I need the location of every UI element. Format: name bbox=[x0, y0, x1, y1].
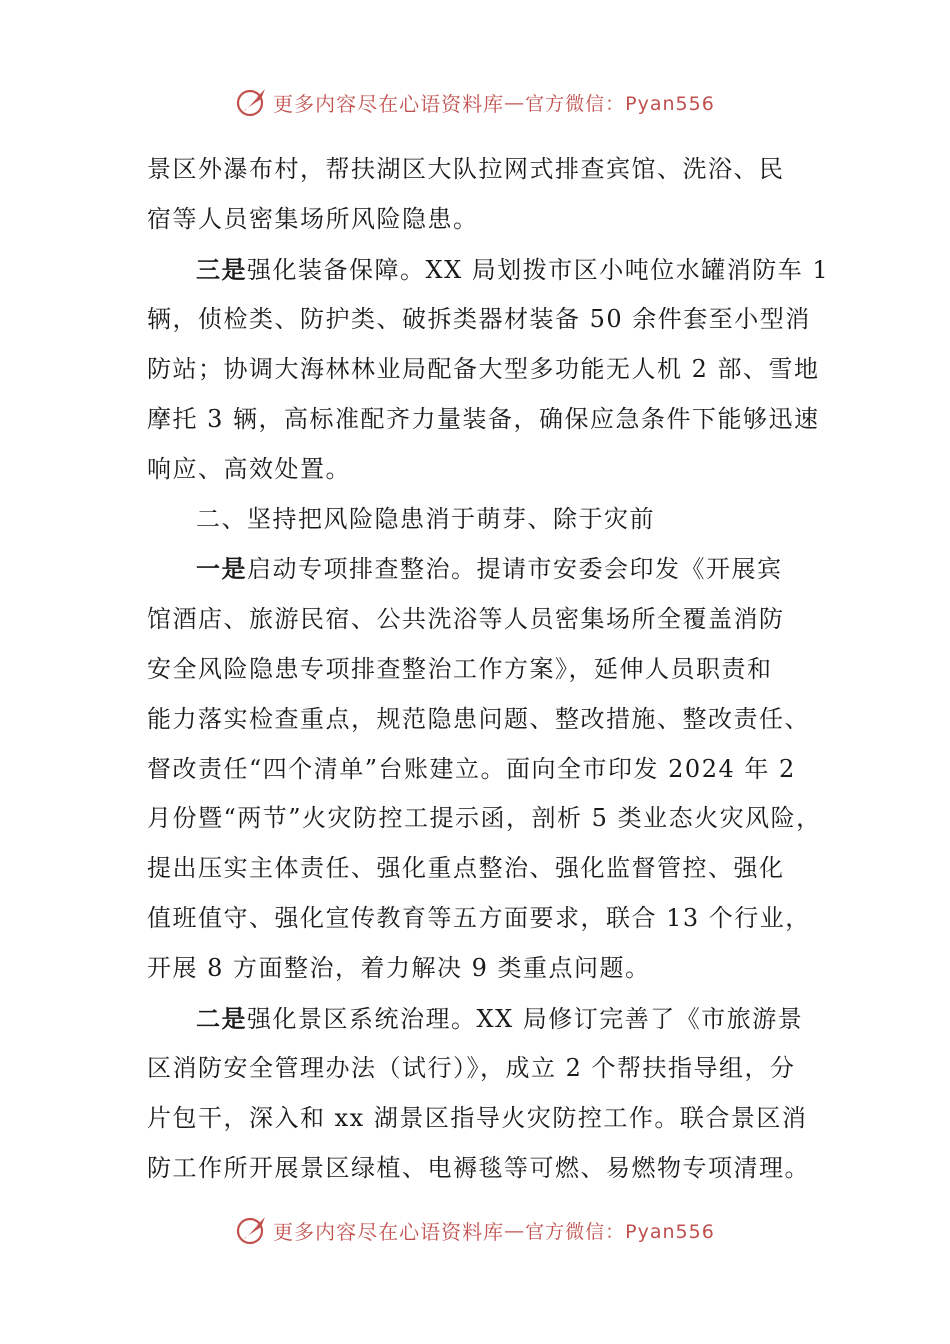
text-line: 响应、高效处置。 bbox=[147, 454, 351, 483]
text-line: 月份暨“两节”火灾防控工提示函，剖析 5 类业态火灾风险， bbox=[147, 804, 822, 833]
section-heading-two: 二、坚持把风险隐患消于萌芽、除于灾前 bbox=[196, 504, 655, 533]
text-line: 安全风险隐患专项排查整治工作方案》，延伸人员职责和 bbox=[147, 654, 773, 683]
text-line: 摩托 3 辆，高标准配齐力量装备，确保应急条件下能够迅速 bbox=[147, 404, 820, 433]
text-line: 景区外瀑布村，帮扶湖区大队拉网式排查宾馆、洗浴、民 bbox=[147, 155, 785, 183]
paragraph-item-three: 三是强化装备保障。XX 局划拨市区小吨位水罐消防车 1 bbox=[196, 254, 830, 284]
banner-site-text: 更多内容尽在心语资料库 bbox=[273, 91, 505, 116]
lead-phrase: 一是 bbox=[196, 554, 247, 584]
text-line: 防工作所开展景区绿植、电褥毯等可燃、易燃物专项清理。 bbox=[147, 1153, 810, 1182]
paragraph-item-one: 一是启动专项排查整治。提请市安委会印发《开展宾 bbox=[196, 554, 783, 584]
quill-pen-logo-icon bbox=[235, 85, 269, 119]
text-line: 区消防安全管理办法（试行）》，成立 2 个帮扶指导组，分 bbox=[147, 1054, 796, 1083]
text-line: 防站；协调大海林林业局配备大型多功能无人机 2 部、雪地 bbox=[147, 355, 820, 384]
text-line: 馆酒店、旅游民宿、公共洗浴等人员密集场所全覆盖消防 bbox=[147, 605, 785, 634]
text-line: 辆，侦检类、防护类、破拆类器材装备 50 余件套至小型消 bbox=[147, 305, 811, 334]
banner-wechat-text: 官方微信：Pyan556 bbox=[525, 1220, 715, 1243]
text-line: 提出压实主体责任、强化重点整治、强化监督管控、强化 bbox=[147, 854, 785, 883]
footer-watermark-banner bbox=[0, 1208, 950, 1252]
text-line: 开展 8 方面整治，着力解决 9 类重点问题。 bbox=[147, 953, 651, 982]
text-line: 能力落实检查重点，规范隐患问题、整改措施、整改责任、 bbox=[147, 704, 810, 733]
text-line: 督改责任“四个清单”台账建立。面向全市印发 2024 年 2 bbox=[147, 754, 796, 783]
banner-dash: — bbox=[504, 1218, 526, 1242]
lead-phrase: 二是 bbox=[196, 1003, 247, 1033]
document-body bbox=[147, 145, 830, 1194]
text-line: 片包干，深入和 xx 湖景区指导火灾防控工作。联合景区消 bbox=[147, 1104, 808, 1133]
lead-phrase: 三是 bbox=[196, 254, 247, 284]
text-line: 宿等人员密集场所风险隐患。 bbox=[147, 204, 479, 233]
banner-site-text: 更多内容尽在心语资料库 bbox=[273, 1219, 505, 1244]
banner-wechat-text: 官方微信：Pyan556 bbox=[525, 92, 715, 115]
header-watermark-banner bbox=[0, 80, 950, 124]
quill-pen-logo-icon bbox=[235, 1213, 269, 1247]
paragraph-item-two: 二是强化景区系统治理。XX 局修订完善了《市旅游景 bbox=[196, 1003, 804, 1033]
banner-dash: — bbox=[504, 90, 526, 114]
text-line: 值班值守、强化宣传教育等五方面要求，联合 13 个行业， bbox=[147, 903, 811, 932]
